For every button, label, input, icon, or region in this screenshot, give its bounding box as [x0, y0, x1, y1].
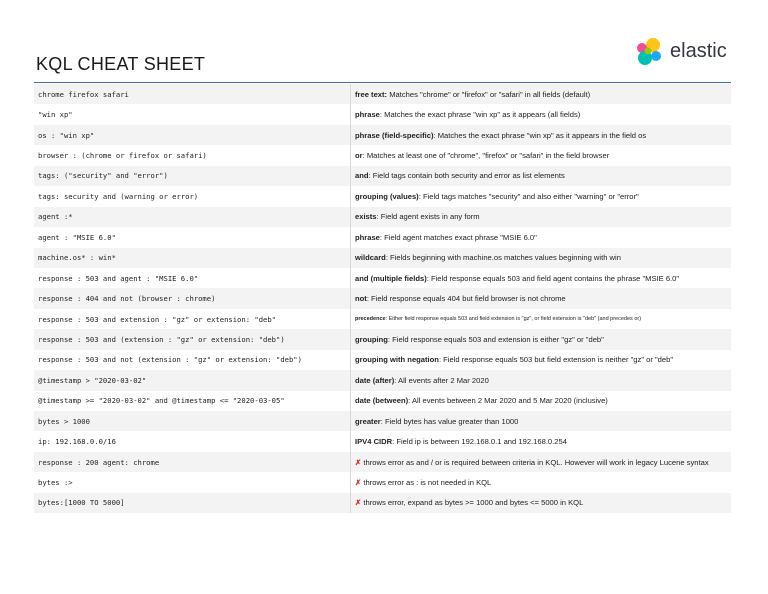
table-row [34, 84, 731, 104]
operator-keyword: exists [355, 212, 377, 222]
table-row [34, 104, 731, 124]
query-cell: tags: ("security" and "error") [34, 166, 351, 186]
operator-description: : Either field response equals 503 and field extension is "gz", or field extension is "deb" (and precedes or) [385, 316, 642, 323]
operator-description: : Field response equals 503 and extension is either "gz" or "deb" [387, 334, 604, 344]
query-cell: response : 404 and not (browser : chrome) [34, 288, 351, 308]
table-row [34, 350, 731, 370]
query-cell: chrome firefox safari [34, 84, 351, 104]
table-row [34, 248, 731, 268]
table-row [34, 227, 731, 247]
query-cell: bytes > 1000 [34, 411, 351, 431]
description-cell [351, 248, 732, 268]
error-cross-icon: ✗ [355, 478, 362, 488]
operator-keyword: phrase (field-specific) [355, 130, 434, 140]
table-row [34, 288, 731, 308]
description-cell [351, 493, 732, 513]
operator-keyword: phrase [355, 232, 380, 242]
operator-keyword: not [355, 294, 367, 304]
description-cell [351, 145, 732, 165]
query-cell: @timestamp > "2020-03-02" [34, 370, 351, 390]
description-cell [351, 104, 732, 124]
operator-keyword: and (multiple fields) [355, 273, 427, 283]
operator-description: : Field agent matches exact phrase "MSIE 6.0" [379, 232, 537, 242]
operator-keyword: or [355, 151, 363, 161]
description-cell [351, 391, 732, 411]
query-cell: browser : (chrome or firefox or safari) [34, 145, 351, 165]
operator-description: : All events between 2 Mar 2020 and 5 Mar 2020 (inclusive) [408, 396, 608, 406]
elastic-logo-icon [634, 36, 666, 68]
description-cell [351, 84, 732, 104]
query-cell: bytes:[1000 TO 5000] [34, 493, 351, 513]
operator-description: : Matches the exact phrase "win xp" as it appears (all fields) [379, 110, 581, 120]
operator-keyword: precedence [355, 316, 386, 323]
cheat-sheet-table [34, 84, 731, 513]
operator-keyword: date (between) [355, 396, 409, 406]
operator-keyword: phrase [355, 110, 380, 120]
description-cell [351, 125, 732, 145]
description-cell [351, 370, 732, 390]
error-cross-icon: ✗ [355, 457, 362, 467]
query-cell: machine.os* : win* [34, 248, 351, 268]
page-title: KQL CHEAT SHEET [36, 54, 206, 74]
operator-description: : Field tags contain both security and error as list elements [368, 171, 565, 181]
elastic-logo-text: elastic [670, 40, 727, 62]
table-row [34, 125, 731, 145]
table-row [34, 370, 731, 390]
description-cell [351, 350, 732, 370]
description-cell [351, 268, 732, 288]
operator-keyword: grouping [355, 334, 388, 344]
operator-description: : Field tags matches "security" and also either "warning" or "error" [418, 191, 639, 201]
description-cell [351, 452, 732, 472]
table-row [34, 493, 731, 513]
operator-description: throws error, expand as bytes >= 1000 and bytes <= 5000 in KQL [363, 498, 584, 508]
table-row [34, 452, 731, 472]
query-cell: response : 503 and not (extension : "gz" or extension: "deb") [34, 350, 351, 370]
error-cross-icon: ✗ [355, 498, 362, 508]
table-row [34, 207, 731, 227]
operator-description: : Field agent exists in any form [376, 212, 480, 222]
operator-description: : Field bytes has value greater than 1000 [380, 416, 519, 426]
query-cell: ip: 192.168.0.0/16 [34, 431, 351, 451]
description-cell [351, 186, 732, 206]
query-cell: response : 503 and (extension : "gz" or extension: "deb") [34, 329, 351, 349]
query-cell: agent :* [34, 207, 351, 227]
description-cell [351, 166, 732, 186]
table-row [34, 145, 731, 165]
operator-description: throws error as and / or is required between criteria in KQL. However will work in legacy Lucene syntax [363, 457, 709, 467]
description-cell [351, 411, 732, 431]
table-row [34, 329, 731, 349]
description-cell [351, 227, 732, 247]
table-row [34, 166, 731, 186]
operator-description: : Matches the exact phrase "win xp" as it appears in the field os [433, 130, 647, 140]
description-cell [351, 329, 732, 349]
operator-description: : Field ip is between 192.168.0.1 and 192.168.0.254 [392, 437, 567, 447]
operator-description: : Matches at least one of "chrome", "firefox" or "safari" in the field browser [362, 151, 610, 161]
table-row [34, 309, 731, 329]
operator-description: Matches "chrome" or "firefox" or "safari" in all fields (default) [387, 89, 591, 99]
operator-description: : All events after 2 Mar 2020 [394, 375, 489, 385]
table-row [34, 472, 731, 492]
operator-keyword: free text: [355, 89, 388, 99]
query-cell: tags: security and (warning or error) [34, 186, 351, 206]
operator-keyword: greater [355, 416, 381, 426]
query-cell: agent : "MSIE 6.0" [34, 227, 351, 247]
operator-keyword: grouping (values) [355, 191, 419, 201]
query-cell: response : 503 and agent : "MSIE 6.0" [34, 268, 351, 288]
operator-keyword: date (after) [355, 375, 395, 385]
description-cell [351, 472, 732, 492]
table-row [34, 186, 731, 206]
operator-keyword: grouping with negation [355, 355, 439, 365]
operator-keyword: wildcard [355, 253, 386, 263]
query-cell: bytes :> [34, 472, 351, 492]
query-cell: "win xp" [34, 104, 351, 124]
query-cell: os : "win xp" [34, 125, 351, 145]
table-row [34, 411, 731, 431]
table-row [34, 268, 731, 288]
query-cell: @timestamp >= "2020-03-02" and @timestamp <= "2020-03-05" [34, 391, 351, 411]
description-cell [351, 431, 732, 451]
query-cell: response : 200 agent: chrome [34, 452, 351, 472]
elastic-logo [634, 36, 734, 70]
table-row [34, 391, 731, 411]
operator-keyword: IPV4 CIDR [355, 437, 393, 447]
description-cell [351, 288, 732, 308]
operator-description: throws error as : is not needed in KQL [363, 478, 492, 488]
operator-description: : Field response equals 503 but field extension is neither "gz" or "deb" [438, 355, 674, 365]
operator-keyword: and [355, 171, 369, 181]
description-cell [351, 309, 732, 329]
query-cell: response : 503 and extension : "gz" or extension: "deb" [34, 309, 351, 329]
operator-description: : Fields beginning with machine.os matches values beginning with win [385, 253, 621, 263]
operator-description: : Field response equals 503 and field agent contains the phrase "MSIE 6.0" [426, 273, 680, 283]
operator-description: : Field response equals 404 but field browser is not chrome [366, 294, 566, 304]
table-row [34, 431, 731, 451]
description-cell [351, 207, 732, 227]
title-divider [34, 82, 731, 83]
